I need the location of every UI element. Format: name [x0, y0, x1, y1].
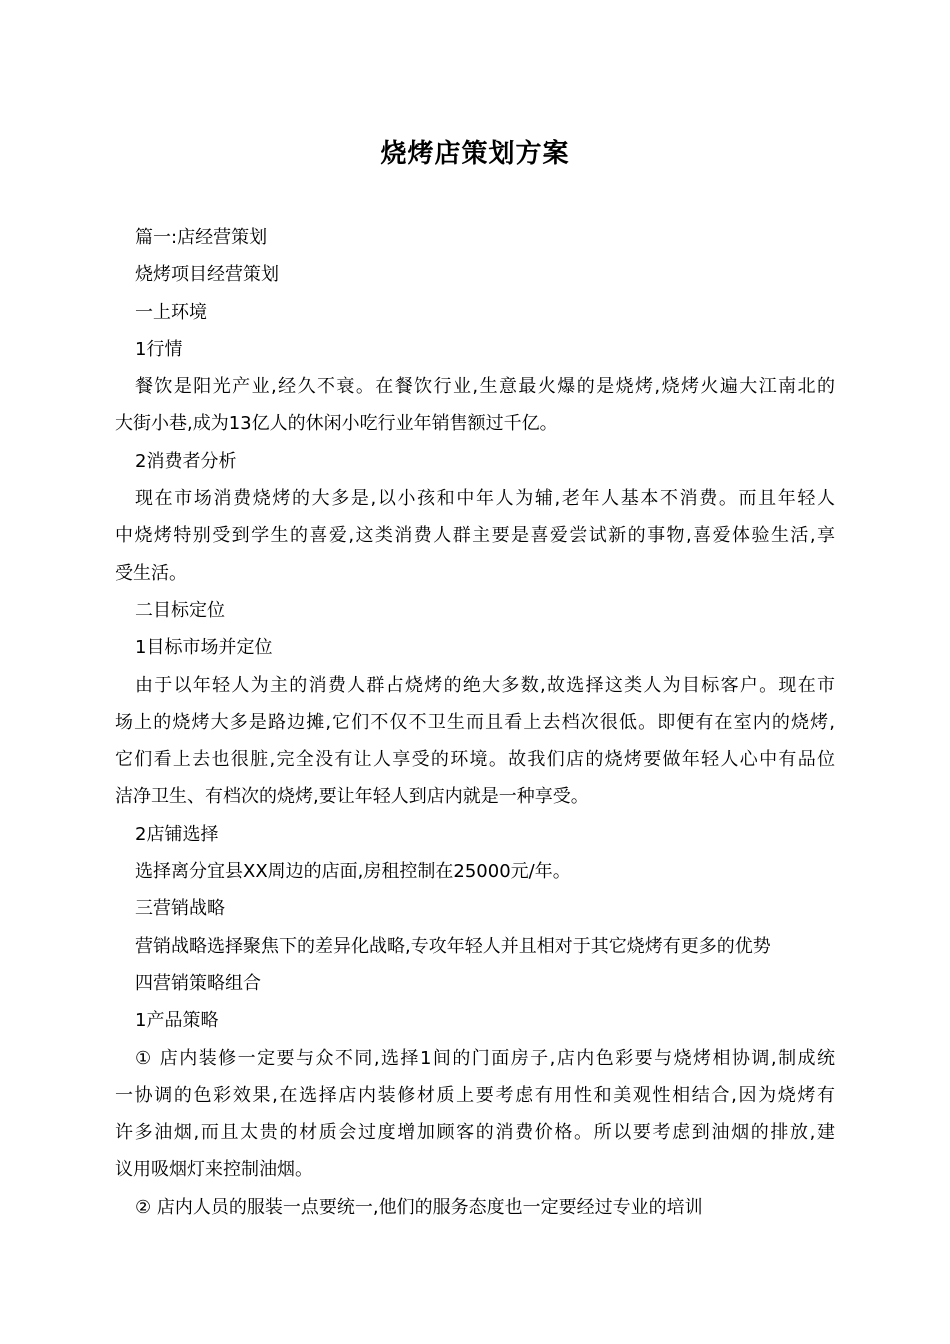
text-line: 烧烤项目经营策划	[135, 264, 279, 286]
document-body	[115, 219, 845, 1226]
text-line: 二目标定位	[135, 599, 225, 621]
text-line: 议用吸烟灯来控制油烟。	[115, 1159, 313, 1181]
text-line: 受生活。	[115, 562, 187, 584]
text-line: 场上的烧烤大多是路边摊,它们不仅不卫生而且看上去档次很低。即便有在室内的烧烤,	[115, 711, 835, 733]
text-line: 1目标市场并定位	[135, 637, 273, 659]
text-line: 三营销战略	[135, 898, 225, 920]
text-line: 选择离分宜县XX周边的店面,房租控制在25000元/年。	[135, 861, 571, 883]
text-line: 一上环境	[135, 301, 207, 323]
text-line: ① 店内装修一定要与众不同,选择1间的门面房子,店内色彩要与烧烤相协调,制成统	[135, 1047, 835, 1069]
text-line: 篇一:店经营策划	[135, 227, 268, 248]
text-line: 它们看上去也很脏,完全没有让人享受的环境。故我们店的烧烤要做年轻人心中有品位	[115, 749, 835, 771]
text-line: 洁净卫生、有档次的烧烤,要让年轻人到店内就是一种享受。	[115, 786, 589, 808]
text-line: 1产品策略	[135, 1010, 219, 1032]
text-line: 现在市场消费烧烤的大多是,以小孩和中年人为辅,老年人基本不消费。而且年轻人	[135, 488, 835, 510]
text-line: 四营销策略组合	[135, 972, 261, 994]
text-line: ② 店内人员的服装一点要统一,他们的服务态度也一定要经过专业的培训	[135, 1196, 703, 1218]
document-title: 烧烤店策划方案	[380, 139, 570, 169]
text-line: 中烧烤特别受到学生的喜爱,这类消费人群主要是喜爱尝试新的事物,喜爱体验生活,享	[115, 525, 835, 547]
text-line: 餐饮是阳光产业,经久不衰。在餐饮行业,生意最火爆的是烧烤,烧烤火遍大江南北的	[135, 376, 835, 398]
text-line: 许多油烟,而且太贵的材质会过度增加顾客的消费价格。所以要考虑到油烟的排放,建	[115, 1122, 835, 1144]
text-line: 2消费者分析	[135, 450, 237, 472]
text-line: 1行情	[135, 338, 183, 360]
text-line: 大街小巷,成为13亿人的休闲小吃行业年销售额过千亿。	[115, 413, 558, 435]
text-line: 一协调的色彩效果,在选择店内装修材质上要考虑有用性和美观性相结合,因为烧烤有	[115, 1084, 835, 1106]
text-line: 2店铺选择	[135, 823, 219, 845]
text-line: 营销战略选择聚焦下的差异化战略,专攻年轻人并且相对于其它烧烤有更多的优势	[135, 935, 771, 957]
text-line: 由于以年轻人为主的消费人群占烧烤的绝大多数,故选择这类人为目标客户。现在市	[135, 674, 835, 696]
